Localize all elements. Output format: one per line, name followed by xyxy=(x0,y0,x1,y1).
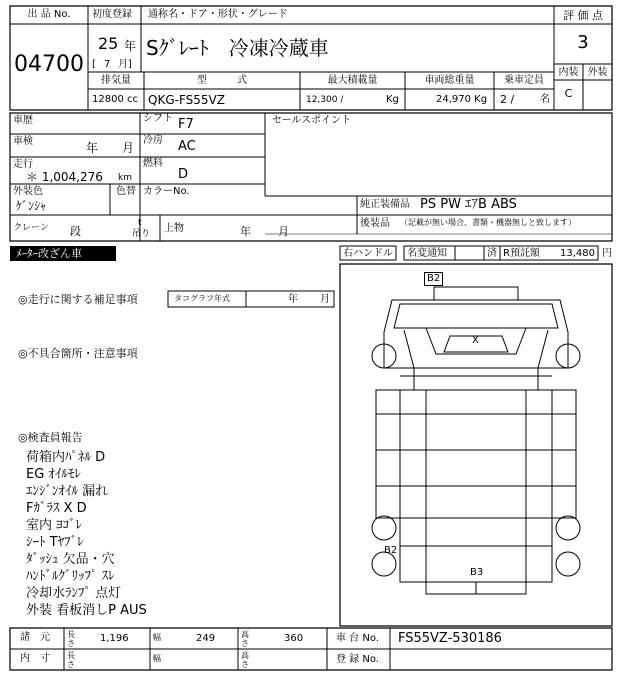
tachograph-label: タコグラフ年式 xyxy=(174,294,230,303)
inspector-item: ﾀﾞｯｼｭ 欠品・穴 xyxy=(26,552,115,567)
recycle-fee-label: R預託額 xyxy=(503,248,540,259)
color-code-label: カラーNo. xyxy=(143,186,190,197)
first-reg-month-open: [ xyxy=(92,59,96,70)
standard-equip-label: 純正装備品 xyxy=(360,199,410,210)
exterior-label: 外装 xyxy=(587,67,608,78)
inner-width-label: 幅 xyxy=(153,654,161,663)
damage-mark-b2-bottom: B2 xyxy=(384,545,398,556)
crane-month-unit: 月 xyxy=(278,225,289,238)
gross-weight-label: 車両総重量 xyxy=(424,75,475,86)
aftermarket-label: 後装品 xyxy=(360,218,390,229)
inspector-item: 冷却水ﾗﾝﾌﾟ 点灯 xyxy=(26,586,122,601)
interior-value: C xyxy=(564,87,573,100)
inspector-items xyxy=(26,446,147,616)
lot-no-label: 出 品 No. xyxy=(27,9,71,20)
mileage-label: 走行 xyxy=(13,159,33,170)
model-name: Sｸﾞﾚｰﾄ 冷凍冷蔵車 xyxy=(146,36,329,60)
first-reg-label: 初度登録 xyxy=(92,9,132,20)
inner-height-label: 高さ xyxy=(241,651,249,669)
capacity-label: 乗車定員 xyxy=(504,75,544,86)
recycle-fee: 13,480 xyxy=(560,248,595,259)
inspector-item: ｴﾝｼﾞﾝｵｲﾙ 漏れ xyxy=(26,484,109,499)
standard-equip: PS PW ｴｱB ABS xyxy=(420,197,517,212)
tachograph-year-unit: 年 xyxy=(288,294,298,305)
first-reg-month-unit: 月] xyxy=(118,59,132,70)
chassis-label: 車 台 No. xyxy=(336,633,379,644)
damage-mark-x: X xyxy=(472,335,479,346)
mileage-value: ＊ 1,004,276 xyxy=(26,170,103,184)
defects-label: ◎不具合箇所・注意事項 xyxy=(18,347,138,360)
name-change-label: 名変通知 xyxy=(407,248,447,259)
max-load-label: 最大積載量 xyxy=(327,75,378,86)
dims-label: 諸 元 xyxy=(20,632,50,643)
inspector-item: EG ｵｲﾙﾓﾚ xyxy=(26,467,81,482)
crane-mount-label: 上物 xyxy=(164,223,184,234)
max-load: 12,300 / xyxy=(306,95,344,105)
inspector-report-label: ◎検査員報告 xyxy=(18,431,83,444)
capacity: 2 / xyxy=(500,93,515,106)
selling-points-label: セールスポイント xyxy=(272,115,352,126)
crane-year-unit: 年 xyxy=(240,225,251,238)
recycle-unit: 円 xyxy=(602,248,612,259)
type-label: 型 式 xyxy=(197,75,247,86)
width-label: 幅 xyxy=(153,633,161,642)
inspection-month-unit: 月 xyxy=(122,141,135,155)
first-reg-month: 7 xyxy=(104,59,111,70)
crane-label: クレーン xyxy=(13,223,49,233)
shift-label: シフト xyxy=(143,113,173,124)
color-label: 外装色 xyxy=(13,186,43,197)
inner-label: 内 寸 xyxy=(20,653,50,664)
inner-length-label: 長さ xyxy=(67,651,75,669)
type-value: QKG-FS55VZ xyxy=(148,93,225,107)
crane-hang-label: 吊り xyxy=(132,229,151,239)
aftermarket-note: （記載が無い場合、書類・機器無しと致します） xyxy=(400,218,576,227)
height-value: 360 xyxy=(284,633,304,644)
max-load-unit: Kg xyxy=(386,94,399,105)
displacement: 12800 cc xyxy=(92,94,138,105)
ac-value: AC xyxy=(178,139,196,154)
inspector-item: ﾊﾝﾄﾞﾙｸﾞﾘｯﾌﾟ ｽﾚ xyxy=(26,569,115,584)
model-header: 通称名・ドア・形状・グレード xyxy=(148,9,288,20)
damage-mark-b3: B3 xyxy=(470,567,484,578)
reg-label: 登 録 No. xyxy=(336,654,379,665)
first-reg-year: 25 xyxy=(98,34,119,53)
displacement-label: 排気量 xyxy=(101,75,131,86)
fuel-value: D xyxy=(178,167,189,182)
mileage-unit: km xyxy=(118,173,132,183)
driving-notes-label: ◎走行に関する補足事項 xyxy=(18,293,138,306)
damage-mark-b2-top: B2 xyxy=(424,272,443,286)
right-handle-label: 右ハンドル xyxy=(343,248,393,259)
inspection-year-unit: 年 xyxy=(86,141,99,155)
color-no-label: 色替 xyxy=(116,186,136,197)
inspector-item: 室内 ﾖｺﾞﾚ xyxy=(26,518,83,533)
crane-ton-label: t xyxy=(138,218,142,228)
recycle-label: 済 xyxy=(487,248,497,259)
first-reg-year-unit: 年 xyxy=(124,39,137,53)
inspector-item: Fｶﾞﾗｽ X D xyxy=(26,501,87,516)
length-label: 長さ xyxy=(67,630,75,648)
meter-tampered-badge: ﾒｰﾀｰ改ざん車 xyxy=(10,246,116,261)
rating-value: 3 xyxy=(577,32,589,53)
gross-weight: 24,970 Kg xyxy=(436,94,488,105)
fuel-label: 燃料 xyxy=(143,158,163,169)
crane-step-unit: 段 xyxy=(70,225,81,238)
lot-no: 04700 xyxy=(14,52,84,77)
width-value: 249 xyxy=(196,633,216,644)
rating-label: 評 価 点 xyxy=(563,9,603,22)
length-value: 1,196 xyxy=(100,633,129,644)
interior-label: 内装 xyxy=(558,67,579,78)
inspection-label: 車検 xyxy=(13,136,33,147)
inspector-item: 外装 看板消しP AUS xyxy=(26,603,147,618)
ac-label: 冷房 xyxy=(143,135,163,146)
inspector-item: 荷箱内ﾊﾟﾈﾙ D xyxy=(26,450,106,465)
tachograph-month-unit: 月 xyxy=(320,294,330,305)
color-value: ｹﾞﾝｼｬ xyxy=(16,199,47,213)
chassis-no: FS55VZ-530186 xyxy=(398,631,502,646)
inspector-item: ｼｰﾄ Tﾔﾌﾞﾚ xyxy=(26,535,84,550)
shift-value: F7 xyxy=(178,117,194,132)
capacity-unit: 名 xyxy=(540,94,550,105)
history-label: 車歴 xyxy=(13,115,33,126)
height-label: 高さ xyxy=(241,630,249,648)
